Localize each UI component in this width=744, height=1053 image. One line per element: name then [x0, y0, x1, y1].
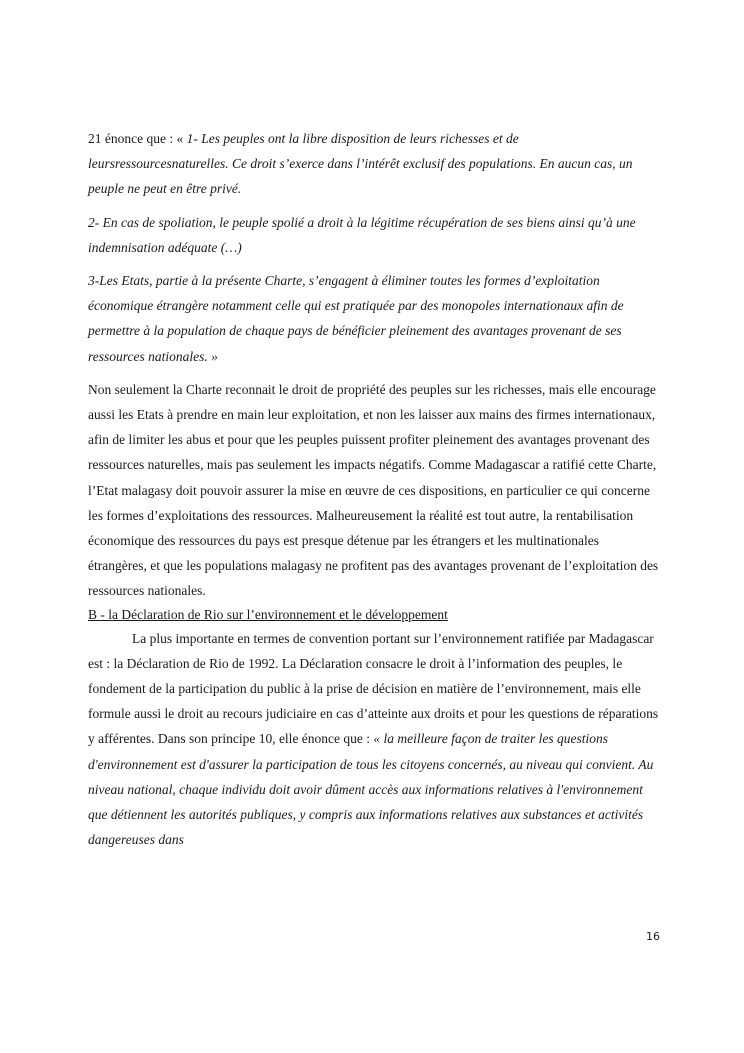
- section-body: La plus importante en termes de convention portant sur l’environnement ratifiée par Madagascar est : la Déclaration de Rio de 1992. La Déclaration consacre le droit à l’information des peuples, le fondement de la participation du public à la prise de décision en matière de l’environnement, mais elle formule aussi le droit au recours judiciaire en cas d’atteinte aux droits et pour les questions de réparations y afférentes. Dans son principe 10, elle énonce que :: [88, 630, 659, 747]
- commentary-paragraph: Non seulement la Charte reconnait le droit de propriété des peuples sur les richesses, mais elle encourage aussi les Etats à prendre en main leur exploitation, et non les laisser aux mains des firmes internationaux, afin de limiter les abus et pour que les peuples puissent profiter pleinement des avantages provenant des ressources naturelles, mais pas seulement les impacts négatifs. Comme Madagascar a ratifié cette Charte, l’Etat malagasy doit pouvoir assurer la mise en œuvre de ces dispositions, en particulier ce qui concerne les formes d’exploitations des ressources. Malheureusement la réalité est tout autre, la rentabilisation économique des ressources du pays est presque détenue par les étrangers et les multinationales étrangères, et que les populations malagasy ne profitent pas des avantages provenant de l’exploitation des ressources nationales.: [88, 381, 659, 599]
- page-number: 16: [646, 930, 660, 943]
- quote-paragraph-2: [88, 210, 660, 260]
- quote-item-3: 3-Les Etats, partie à la présente Charte, s’engagent à éliminer toutes les formes d’exploitation économique étrangère notamment celle qui est pratiquée par des monopoles internationaux afin de permettre à la population de chaque pays de bénéficier pleinement des avantages provenant de ses ressources nationales. »: [88, 273, 624, 364]
- page-body: [88, 126, 660, 852]
- quote-item-1: 1- Les peuples ont la libre disposition de leurs richesses et de leursressourcesnaturelles. Ce droit s’exerce dans l’intérêt exclusif des populations. En aucun cas, un peuple ne peut en être privé.: [88, 131, 633, 197]
- section-heading: B - la Déclaration de Rio sur l’environnement et le développement: [88, 606, 448, 622]
- section-quote: « la meilleure façon de traiter les questions d'environnement est d'assurer la participation de tous les citoyens concernés, au niveau qui convient. Au niveau national, chaque individu doit avoir dûment accès aux informations relatives à l'environnement que détiennent les autorités publiques, y compris aux informations relatives aux substances et activités dangereuses dans: [88, 731, 654, 848]
- section-paragraph: [88, 626, 660, 853]
- quote-paragraph-1: [88, 126, 660, 202]
- intro-prefix: 21 énonce que : «: [88, 131, 187, 146]
- quote-item-2: 2- En cas de spoliation, le peuple spolié a droit à la légitime récupération de ses biens ainsi qu’à une indemnisation adéquate (…): [88, 214, 636, 255]
- quote-paragraph-3: [88, 268, 660, 369]
